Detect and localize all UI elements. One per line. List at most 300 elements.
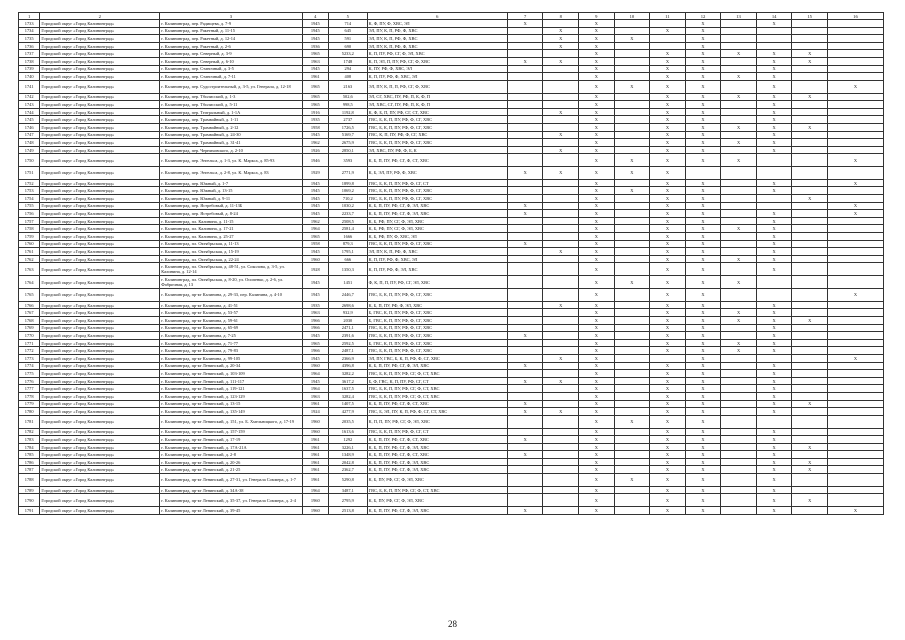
- address-cell: г. Калининград, пер. Трамвайный, д. 24-30: [160, 131, 302, 139]
- mark-cell: X: [579, 354, 615, 362]
- year-cell: 1945: [302, 248, 328, 256]
- table-row: [19, 20, 884, 28]
- mark-cell: X: [579, 35, 615, 43]
- mark-cell: [507, 108, 543, 116]
- mark-cell: [827, 263, 883, 276]
- owner-cell: Городской округ «Город Калининград»: [40, 57, 160, 65]
- year-cell: 1928: [302, 263, 328, 276]
- area-cell: 1407,5: [329, 400, 368, 408]
- mark-cell: [792, 392, 828, 400]
- mark-cell: [614, 451, 650, 459]
- mark-cell: [543, 65, 579, 73]
- mark-cell: X: [650, 108, 686, 116]
- area-cell: 710,2: [329, 195, 368, 203]
- mark-cell: X: [685, 65, 721, 73]
- mark-cell: X: [756, 248, 792, 256]
- mark-cell: [507, 27, 543, 35]
- mark-cell: [614, 42, 650, 50]
- area-cell: 2850,1: [329, 146, 368, 154]
- mark-cell: [827, 240, 883, 248]
- owner-cell: Городской округ «Город Калининград»: [40, 324, 160, 332]
- year-cell: 1961: [302, 400, 328, 408]
- mark-cell: X: [650, 255, 686, 263]
- mark-cell: [507, 50, 543, 58]
- owner-cell: Городской округ «Город Калининград»: [40, 65, 160, 73]
- year-cell: 1963: [302, 309, 328, 317]
- column-header: 14: [756, 13, 792, 20]
- mark-cell: X: [756, 474, 792, 487]
- address-cell: г. Калининград, пр-кт Ленинский, д. 39-45: [160, 507, 302, 515]
- mark-cell: X: [792, 466, 828, 474]
- mark-cell: X: [756, 210, 792, 218]
- mark-cell: [614, 428, 650, 436]
- table-row: [19, 392, 884, 400]
- row-number: 1770: [19, 332, 40, 340]
- row-number: 1740: [19, 73, 40, 81]
- row-number: 1746: [19, 123, 40, 131]
- mark-cell: [507, 466, 543, 474]
- year-cell: 1960: [302, 494, 328, 507]
- works-cell: К, ПУ, РФ, Ф, ХВС, ЭЛ: [367, 65, 507, 73]
- mark-cell: X: [792, 443, 828, 451]
- table-row: [19, 354, 884, 362]
- works-cell: К, Б, П, ПУ, РФ, СГ, Ф, СТ, ХВС: [367, 400, 507, 408]
- mark-cell: [507, 301, 543, 309]
- mark-cell: [614, 50, 650, 58]
- mark-cell: X: [792, 400, 828, 408]
- mark-cell: [543, 415, 579, 428]
- mark-cell: X: [579, 20, 615, 28]
- mark-cell: X: [685, 116, 721, 124]
- mark-cell: X: [756, 225, 792, 233]
- mark-cell: [792, 154, 828, 167]
- mark-cell: X: [756, 187, 792, 195]
- area-cell: 4277,9: [329, 408, 368, 416]
- mark-cell: [614, 377, 650, 385]
- mark-cell: X: [650, 428, 686, 436]
- owner-cell: Городской округ «Город Калининград»: [40, 154, 160, 167]
- mark-cell: X: [685, 332, 721, 340]
- mark-cell: X: [756, 400, 792, 408]
- year-cell: 1964: [302, 486, 328, 494]
- owner-cell: Городской округ «Город Калининград»: [40, 167, 160, 180]
- mark-cell: X: [756, 486, 792, 494]
- area-cell: 1451: [329, 276, 368, 289]
- header-row: [19, 13, 884, 20]
- owner-cell: Городской округ «Город Калининград»: [40, 225, 160, 233]
- mark-cell: [614, 210, 650, 218]
- mark-cell: [827, 347, 883, 355]
- address-cell: г. Калининград, пр-кт Калинина, д. 71-77: [160, 339, 302, 347]
- mark-cell: [507, 154, 543, 167]
- owner-cell: Городской округ «Город Калининград»: [40, 486, 160, 494]
- row-number: 1753: [19, 187, 40, 195]
- area-cell: 3226,1: [329, 443, 368, 451]
- works-cell: К, Б, РФ, ПУ, СГ, Ф, ЭЛ, ХВС: [367, 217, 507, 225]
- works-cell: К, Б, П, ПУ, РФ, СГ, Ф, ЭЛ, ХВС: [367, 443, 507, 451]
- year-cell: 1916: [302, 108, 328, 116]
- address-cell: г. Калининград, пр-кт Калинина, д. 59-61: [160, 317, 302, 325]
- year-cell: 1935: [302, 301, 328, 309]
- mark-cell: [721, 466, 757, 474]
- owner-cell: Городской округ «Город Калининград»: [40, 474, 160, 487]
- mark-cell: X: [685, 339, 721, 347]
- mark-cell: [614, 458, 650, 466]
- year-cell: 1945: [302, 210, 328, 218]
- table-row: [19, 225, 884, 233]
- mark-cell: [507, 248, 543, 256]
- mark-cell: [827, 195, 883, 203]
- mark-cell: X: [756, 507, 792, 515]
- area-cell: 2675,9: [329, 139, 368, 147]
- mark-cell: X: [756, 139, 792, 147]
- address-cell: г. Калининград, пер. Станочный, д. 3-5: [160, 65, 302, 73]
- mark-cell: X: [721, 93, 757, 101]
- mark-cell: [827, 400, 883, 408]
- row-number: 1784: [19, 443, 40, 451]
- owner-cell: Городской округ «Город Калининград»: [40, 93, 160, 101]
- works-cell: ГВС, Б, К, П, ПУ, РФ, Ф, СГ, СТ: [367, 179, 507, 187]
- mark-cell: X: [756, 347, 792, 355]
- owner-cell: Городской округ «Город Калининград»: [40, 436, 160, 444]
- document-table-region: [18, 12, 884, 572]
- mark-cell: [827, 428, 883, 436]
- mark-cell: X: [792, 494, 828, 507]
- mark-cell: X: [507, 362, 543, 370]
- row-number: 1764: [19, 276, 40, 289]
- mark-cell: X: [756, 80, 792, 93]
- owner-cell: Городской округ «Город Калининград»: [40, 20, 160, 28]
- owner-cell: Городской округ «Город Калининград»: [40, 248, 160, 256]
- table-row: [19, 195, 884, 203]
- table-row: [19, 289, 884, 302]
- address-cell: г. Калининград, пр-кт Ленинский, д. 27-31, ул. Генерала Соммера, д. 1-7: [160, 474, 302, 487]
- mark-cell: [614, 255, 650, 263]
- works-cell: К, Б, П, ПУ, РФ, СГ, Ф, ЭЛ, ХВС: [367, 362, 507, 370]
- mark-cell: X: [685, 195, 721, 203]
- address-cell: г. Калининград, пл. Октябрьская, д. 8-20, ул. Осипенко, д. 2-6, ул. Фабричная, д. 13: [160, 276, 302, 289]
- mark-cell: X: [507, 400, 543, 408]
- mark-cell: [827, 276, 883, 289]
- works-cell: ГВС, Б, К, П, ПУ, РФ, СГ, Ф, СТ, ХВС: [367, 392, 507, 400]
- mark-cell: [721, 57, 757, 65]
- mark-cell: X: [792, 93, 828, 101]
- owner-cell: Городской округ «Город Калининград»: [40, 443, 160, 451]
- works-cell: ГВС, Б, К, П, ПУ, РФ, Ф, СГ, ХВС: [367, 195, 507, 203]
- address-cell: г. Калининград, пер. Театральный, д. 1-1А: [160, 108, 302, 116]
- mark-cell: [792, 408, 828, 416]
- mark-cell: X: [685, 108, 721, 116]
- table-row: [19, 276, 884, 289]
- mark-cell: X: [685, 217, 721, 225]
- works-cell: ЭЛ, ПУ, К, П, РФ, Ф, ХВС: [367, 35, 507, 43]
- mark-cell: X: [579, 167, 615, 180]
- mark-cell: X: [721, 255, 757, 263]
- mark-cell: [827, 139, 883, 147]
- address-cell: г. Калининград, пл. Калинина, д. 25-27: [160, 233, 302, 241]
- mark-cell: [543, 443, 579, 451]
- mark-cell: X: [685, 301, 721, 309]
- year-cell: 1961: [302, 474, 328, 487]
- works-cell: ГВС, Б, К, П, ПУ, РФ, Ф, СГ, ХВС: [367, 123, 507, 131]
- mark-cell: [507, 139, 543, 147]
- mark-cell: [827, 385, 883, 393]
- mark-cell: [792, 255, 828, 263]
- row-number: 1761: [19, 248, 40, 256]
- mark-cell: X: [579, 248, 615, 256]
- column-header: 15: [792, 13, 828, 20]
- row-number: 1766: [19, 301, 40, 309]
- mark-cell: X: [756, 428, 792, 436]
- works-cell: ГВС, К, П, ПУ, РФ, Ф, СГ, ХВС: [367, 131, 507, 139]
- mark-cell: [721, 428, 757, 436]
- year-cell: 1963: [302, 57, 328, 65]
- table-row: [19, 458, 884, 466]
- mark-cell: [614, 385, 650, 393]
- row-number: 1756: [19, 210, 40, 218]
- mark-cell: X: [685, 354, 721, 362]
- mark-cell: X: [579, 50, 615, 58]
- mark-cell: X: [579, 93, 615, 101]
- mark-cell: [827, 415, 883, 428]
- owner-cell: Городской округ «Город Калининград»: [40, 428, 160, 436]
- mark-cell: [507, 233, 543, 241]
- mark-cell: [543, 20, 579, 28]
- mark-cell: X: [756, 309, 792, 317]
- mark-cell: [721, 415, 757, 428]
- mark-cell: [827, 233, 883, 241]
- mark-cell: X: [792, 57, 828, 65]
- owner-cell: Городской округ «Город Калининград»: [40, 507, 160, 515]
- row-number: 1743: [19, 101, 40, 109]
- year-cell: 1964: [302, 370, 328, 378]
- mark-cell: [721, 443, 757, 451]
- mark-cell: X: [650, 263, 686, 276]
- area-cell: 2487,1: [329, 347, 368, 355]
- mark-cell: [827, 362, 883, 370]
- table-row: [19, 474, 884, 487]
- mark-cell: X: [579, 347, 615, 355]
- mark-cell: [614, 301, 650, 309]
- mark-cell: X: [756, 217, 792, 225]
- mark-cell: X: [650, 289, 686, 302]
- owner-cell: Городской округ «Город Калининград»: [40, 210, 160, 218]
- works-cell: Б, ГВС, К, П, ПУ, РФ, Ф, СГ, ХВС: [367, 317, 507, 325]
- works-cell: ГВС, Б, К, П, ПУ, РФ, Ф, СГ, ХВС: [367, 347, 507, 355]
- column-header: 1: [19, 13, 40, 20]
- mark-cell: [507, 101, 543, 109]
- table-row: [19, 101, 884, 109]
- mark-cell: [507, 80, 543, 93]
- row-number: 1774: [19, 362, 40, 370]
- mark-cell: X: [756, 408, 792, 416]
- mark-cell: X: [650, 362, 686, 370]
- mark-cell: [721, 354, 757, 362]
- year-cell: 1935: [302, 116, 328, 124]
- mark-cell: [721, 332, 757, 340]
- area-cell: 2233,7: [329, 210, 368, 218]
- area-cell: 591: [329, 35, 368, 43]
- mark-cell: X: [685, 101, 721, 109]
- mark-cell: X: [650, 154, 686, 167]
- mark-cell: X: [756, 392, 792, 400]
- mark-cell: [827, 494, 883, 507]
- mark-cell: X: [579, 507, 615, 515]
- mark-cell: [614, 436, 650, 444]
- mark-cell: X: [650, 385, 686, 393]
- mark-cell: [792, 428, 828, 436]
- mark-cell: X: [579, 195, 615, 203]
- mark-cell: X: [756, 179, 792, 187]
- mark-cell: [614, 324, 650, 332]
- mark-cell: [827, 377, 883, 385]
- mark-cell: [827, 42, 883, 50]
- mark-cell: [507, 255, 543, 263]
- year-cell: 1945: [302, 276, 328, 289]
- mark-cell: X: [650, 27, 686, 35]
- row-number: 1789: [19, 486, 40, 494]
- year-cell: 1960: [302, 362, 328, 370]
- mark-cell: [721, 301, 757, 309]
- mark-cell: X: [614, 167, 650, 180]
- mark-cell: [614, 27, 650, 35]
- row-number: 1749: [19, 146, 40, 154]
- mark-cell: X: [579, 443, 615, 451]
- row-number: 1748: [19, 139, 40, 147]
- table-row: [19, 408, 884, 416]
- owner-cell: Городской округ «Город Калининград»: [40, 255, 160, 263]
- mark-cell: X: [579, 377, 615, 385]
- mark-cell: [827, 332, 883, 340]
- year-cell: 1945: [302, 354, 328, 362]
- row-number: 1787: [19, 466, 40, 474]
- owner-cell: Городской округ «Город Калининград»: [40, 233, 160, 241]
- mark-cell: [543, 466, 579, 474]
- works-cell: ГВС, Б, К, П, ПУ, РФ, Ф, СГ, ХВС: [367, 240, 507, 248]
- owner-cell: Городской округ «Город Калининград»: [40, 362, 160, 370]
- table-row: [19, 248, 884, 256]
- mark-cell: X: [756, 131, 792, 139]
- mark-cell: X: [507, 451, 543, 459]
- mark-cell: [827, 248, 883, 256]
- year-cell: 1960: [302, 415, 328, 428]
- mark-cell: [543, 332, 579, 340]
- table-row: [19, 436, 884, 444]
- mark-cell: X: [650, 50, 686, 58]
- address-cell: г. Калининград, пл. Калинина, д. 17-21: [160, 225, 302, 233]
- owner-cell: Городской округ «Город Калининград»: [40, 400, 160, 408]
- mark-cell: X: [507, 167, 543, 180]
- mark-cell: [543, 436, 579, 444]
- mark-cell: [650, 35, 686, 43]
- mark-cell: [721, 179, 757, 187]
- mark-cell: [614, 354, 650, 362]
- address-cell: г. Калининград, пер. Трамвайный, д. 1-11: [160, 116, 302, 124]
- address-cell: г. Калининград, пр-кт Ленинский, д. 123-129: [160, 392, 302, 400]
- year-cell: 1961: [302, 443, 328, 451]
- address-cell: г. Калининград, пер. Судостроительный, д. 3-5, ул. Генерала, д. 12-18: [160, 80, 302, 93]
- area-cell: 1748: [329, 57, 368, 65]
- mark-cell: X: [685, 347, 721, 355]
- mark-cell: [792, 309, 828, 317]
- year-cell: 1963: [302, 392, 328, 400]
- row-number: 1754: [19, 195, 40, 203]
- works-cell: К, Б, ПУ, РФ, СГ, Ф, ЭЛ, ХВС: [367, 494, 507, 507]
- mark-cell: [507, 392, 543, 400]
- row-number: 1735: [19, 35, 40, 43]
- area-cell: 3617,2: [329, 377, 368, 385]
- mark-cell: [756, 289, 792, 302]
- mark-cell: X: [579, 146, 615, 154]
- area-cell: 294: [329, 65, 368, 73]
- owner-cell: Городской округ «Город Калининград»: [40, 263, 160, 276]
- owner-cell: Городской округ «Город Калининград»: [40, 27, 160, 35]
- works-cell: Ф, К, П, П, ПУ, РФ, СГ, ЭЛ, ХВС: [367, 276, 507, 289]
- year-cell: 1960: [302, 507, 328, 515]
- owner-cell: Городской округ «Город Калининград»: [40, 354, 160, 362]
- mark-cell: [614, 108, 650, 116]
- mark-cell: X: [650, 276, 686, 289]
- table-row: [19, 339, 884, 347]
- table-row: [19, 73, 884, 81]
- mark-cell: [507, 494, 543, 507]
- owner-cell: Городской округ «Город Калининград»: [40, 289, 160, 302]
- area-cell: 3487,1: [329, 486, 368, 494]
- owner-cell: Городской округ «Город Калининград»: [40, 73, 160, 81]
- mark-cell: [827, 324, 883, 332]
- mark-cell: [792, 324, 828, 332]
- mark-cell: X: [721, 123, 757, 131]
- year-cell: 1965: [302, 93, 328, 101]
- mark-cell: [827, 50, 883, 58]
- mark-cell: X: [756, 443, 792, 451]
- mark-cell: [614, 289, 650, 302]
- table-row: [19, 65, 884, 73]
- mark-cell: [614, 73, 650, 81]
- mark-cell: X: [579, 362, 615, 370]
- mark-cell: [543, 50, 579, 58]
- row-number: 1771: [19, 339, 40, 347]
- mark-cell: X: [579, 301, 615, 309]
- mark-cell: X: [685, 428, 721, 436]
- mark-cell: [507, 131, 543, 139]
- mark-cell: [614, 93, 650, 101]
- column-header: 13: [721, 13, 757, 20]
- year-cell: 1945: [302, 131, 328, 139]
- mark-cell: [721, 131, 757, 139]
- mark-cell: X: [756, 116, 792, 124]
- mark-cell: X: [579, 408, 615, 416]
- address-cell: г. Калининград, пр-кт Калинина, д. 41-51: [160, 301, 302, 309]
- mark-cell: [792, 217, 828, 225]
- mark-cell: X: [721, 339, 757, 347]
- year-cell: 1965: [302, 50, 328, 58]
- mark-cell: X: [579, 233, 615, 241]
- row-number: 1790: [19, 494, 40, 507]
- table-row: [19, 57, 884, 65]
- owner-cell: Городской округ «Город Калининград»: [40, 415, 160, 428]
- table-row: [19, 324, 884, 332]
- address-cell: г. Калининград, пр-кт Ленинский, д. 17-19: [160, 436, 302, 444]
- row-number: 1782: [19, 428, 40, 436]
- address-cell: г. Калининград, пер. Трамвайный, д. 31-41: [160, 139, 302, 147]
- row-number: 1737: [19, 50, 40, 58]
- table-row: [19, 27, 884, 35]
- year-cell: 1929: [302, 167, 328, 180]
- table-row: [19, 93, 884, 101]
- area-cell: 1795,1: [329, 248, 368, 256]
- mark-cell: X: [650, 486, 686, 494]
